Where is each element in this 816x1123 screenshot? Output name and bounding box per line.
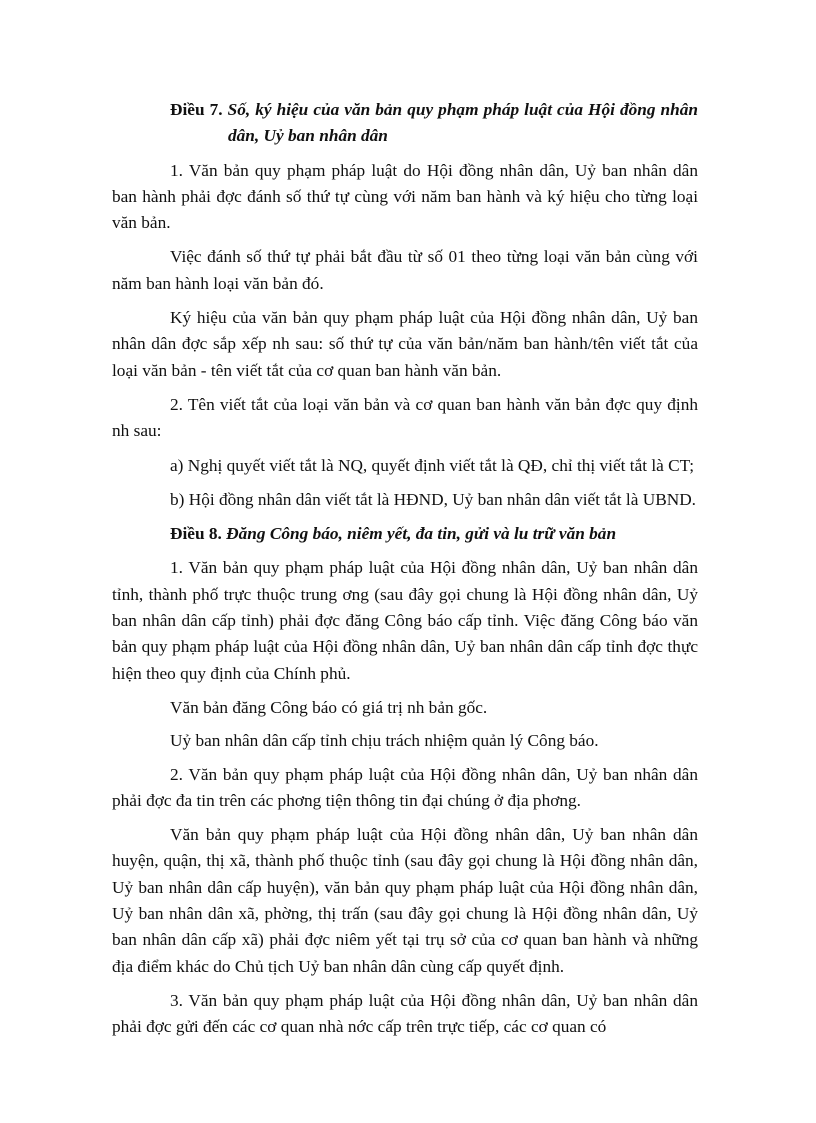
article-7-paragraph-6: b) Hội đồng nhân dân viết tắt là HĐND, Uỷ ban nhân dân viết tắt là UBND.: [170, 489, 697, 509]
article-8-paragraph-6: 3. Văn bản quy phạm pháp luật của Hội đồng nhân dân, Uỷ ban nhân dân phải đợc gửi đến các cơ quan nhà nớc cấp trên trực tiếp, các cơ quan có: [112, 990, 698, 1037]
article-7-title: Số, ký hiệu của văn bản quy phạm pháp luật của Hội đồng nhân dân, Uỷ ban nhân dân: [227, 100, 698, 146]
article-7-paragraph-1: 1. Văn bản quy phạm pháp luật do Hội đồng nhân dân, Uỷ ban nhân dân ban hành phải đợc đánh số thứ tự cùng với năm ban hành và ký hiệu cho từng loại văn bản.: [112, 160, 698, 233]
article-7-paragraph-3: Ký hiệu của văn bản quy phạm pháp luật của Hội đồng nhân dân, Uỷ ban nhân dân đợc sắp xếp nh sau: số thứ tự của văn bản/năm ban hành/tên viết tắt của loại văn bản - tên viết tắt của cơ quan ban hành văn bản.: [112, 308, 698, 380]
article-8-paragraph-5: Văn bản quy phạm pháp luật của Hội đồng nhân dân, Uỷ ban nhân dân huyện, quận, thị xã, thành phố thuộc tỉnh (sau đây gọi chung là Hội đồng nhân dân, Uỷ ban nhân dân cấp huyện), văn bản quy phạm pháp luật của Hội đồng nhân dân, Uỷ ban nhân dân xã, phờng, thị trấn (sau đây gọi chung là Hội đồng nhân dân, Uỷ ban nhân dân cấp xã) phải đợc niêm yết tại trụ sở của cơ quan ban hành và những địa điểm khác do Chủ tịch Uỷ ban nhân dân cùng cấp quyết định.: [112, 825, 698, 976]
article-7-paragraph-2: Việc đánh số thứ tự phải bắt đầu từ số 01 theo từng loại văn bản cùng với năm ban hành loại văn bản đó.: [112, 247, 698, 293]
article-8-paragraph-4: 2. Văn bản quy phạm pháp luật của Hội đồng nhân dân, Uỷ ban nhân dân phải đợc đa tin trên các phơng tiện thông tin đại chúng ở địa phơng.: [112, 764, 698, 810]
article-7-paragraph-4: 2. Tên viết tắt của loại văn bản và cơ quan ban hành văn bản đợc quy định nh sau:: [112, 394, 698, 441]
article-7-paragraph-5: a) Nghị quyết viết tắt là NQ, quyết định viết tắt là QĐ, chỉ thị viết tắt là CT;: [170, 455, 695, 475]
article-8-heading: [112, 521, 698, 547]
article-8-paragraph-2: Văn bản đăng Công báo có giá trị nh bản gốc.: [170, 697, 488, 717]
article-8-paragraph-1: 1. Văn bản quy phạm pháp luật của Hội đồng nhân dân, Uỷ ban nhân dân tỉnh, thành phố trực thuộc trung ơng (sau đây gọi chung là Hội đồng nhân dân, Uỷ ban nhân dân cấp tỉnh) phải đợc đăng Công báo cấp tỉnh. Việc đăng Công báo văn bản quy phạm pháp luật của Hội đồng nhân dân, Uỷ ban nhân dân cấp tỉnh đợc thực hiện theo quy định của Chính phủ.: [112, 558, 698, 683]
article-8-title: Đăng Công báo, niêm yết, đa tin, gửi và lu trữ văn bản: [226, 524, 617, 544]
document-body: [112, 97, 698, 1049]
article-7-heading: [112, 97, 698, 150]
article-7-number: Điều 7.: [170, 100, 223, 119]
article-8-paragraph-3: Uỷ ban nhân dân cấp tỉnh chịu trách nhiệm quản lý Công báo.: [170, 731, 599, 751]
article-8-number: Điều 8.: [170, 524, 222, 544]
